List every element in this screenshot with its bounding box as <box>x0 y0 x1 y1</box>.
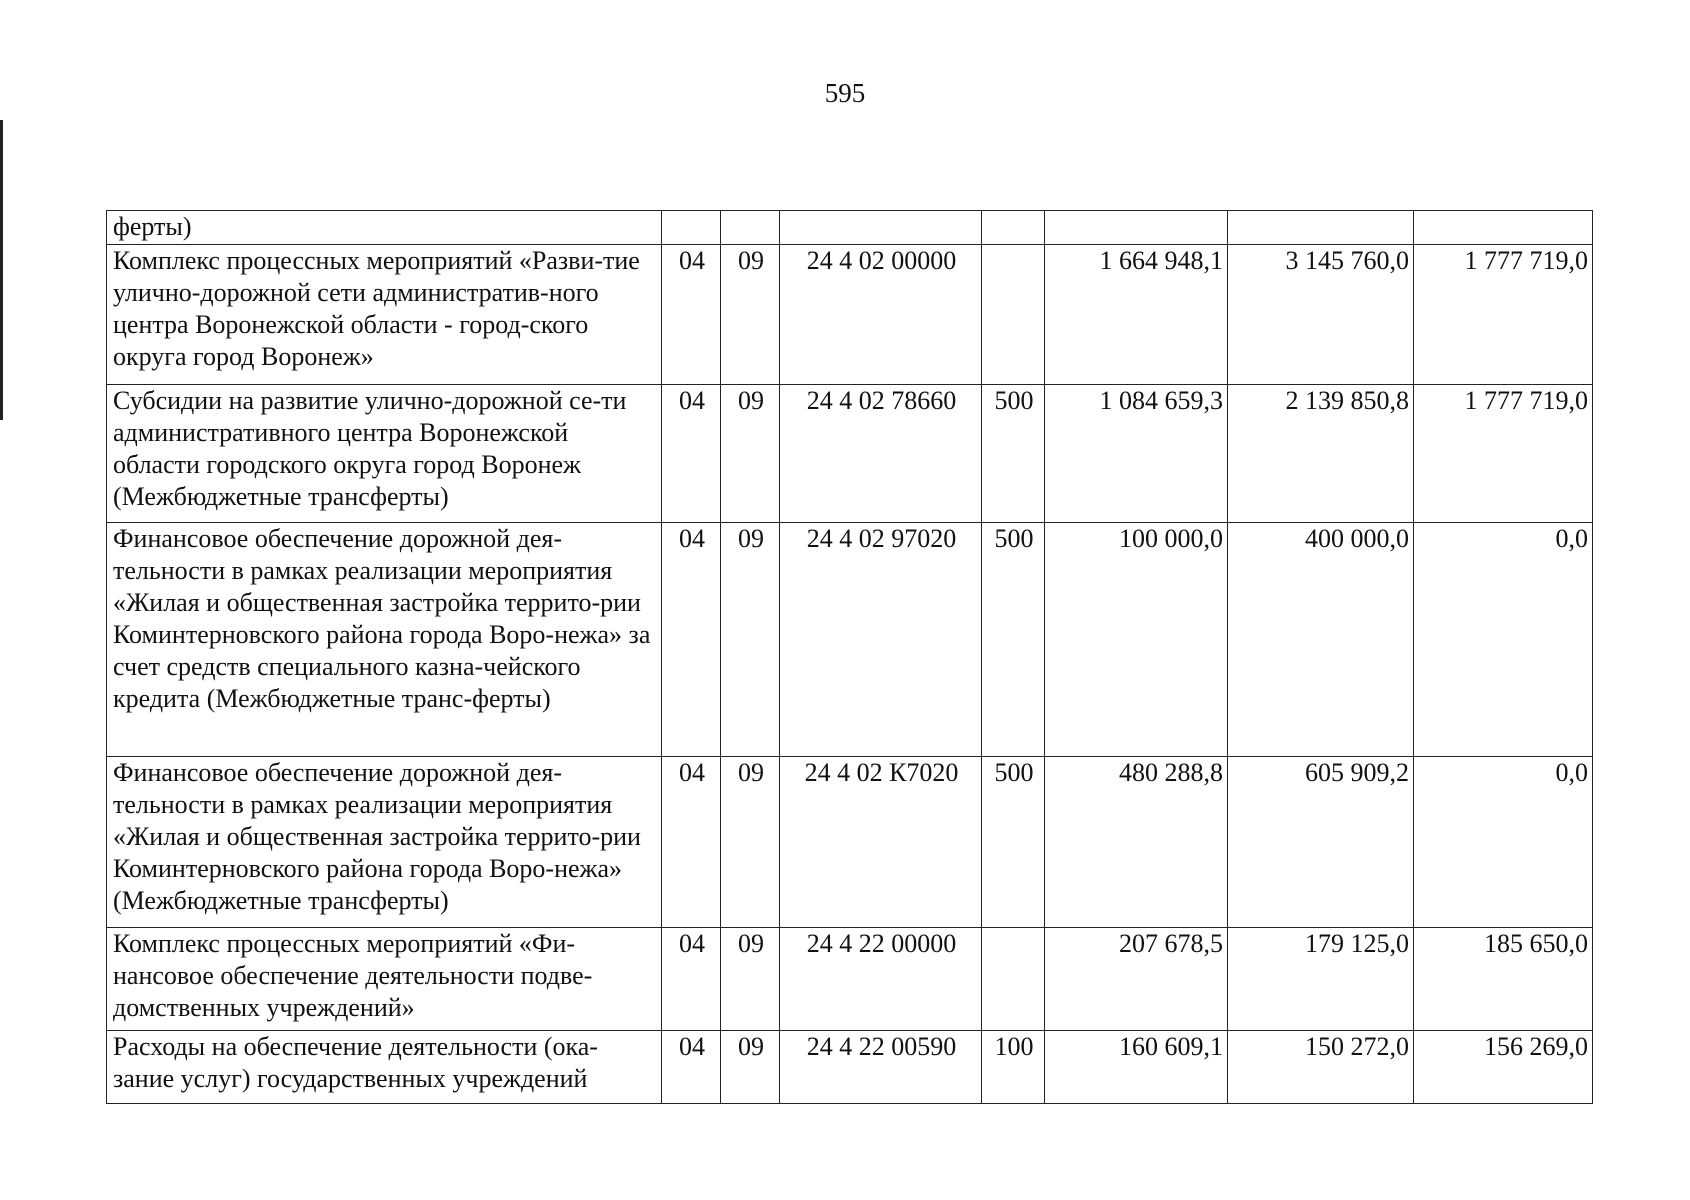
cell-amount-3: 0,0 <box>1414 523 1593 757</box>
cell-section: 04 <box>662 757 721 928</box>
cell-section <box>662 211 721 245</box>
cell-amount-1 <box>1045 211 1228 245</box>
cell-amount-2: 2 139 850,8 <box>1228 385 1414 523</box>
cell-expense-type: 500 <box>982 523 1045 757</box>
cell-subsection: 09 <box>721 385 780 523</box>
cell-amount-3: 1 777 719,0 <box>1414 385 1593 523</box>
cell-subsection: 09 <box>721 757 780 928</box>
cell-target-article: 24 4 22 00590 <box>780 1031 982 1104</box>
cell-amount-2: 150 272,0 <box>1228 1031 1414 1104</box>
cell-target-article: 24 4 02 78660 <box>780 385 982 523</box>
table-row <box>107 1031 1593 1104</box>
cell-name: Субсидии на развитие улично-дорожной се-ти административного центра Воронежской области городского округа город Воронеж (Межбюджетные трансферты) <box>107 385 662 523</box>
cell-amount-1: 207 678,5 <box>1045 928 1228 1031</box>
cell-amount-3: 156 269,0 <box>1414 1031 1593 1104</box>
table-row <box>107 757 1593 928</box>
cell-expense-type <box>982 245 1045 385</box>
cell-section: 04 <box>662 385 721 523</box>
cell-amount-3: 1 777 719,0 <box>1414 245 1593 385</box>
table-row <box>107 211 1593 245</box>
cell-name: Комплекс процессных мероприятий «Фи-нансовое обеспечение деятельности подве-домственных учреждений» <box>107 928 662 1031</box>
cell-section: 04 <box>662 523 721 757</box>
cell-amount-1: 480 288,8 <box>1045 757 1228 928</box>
cell-expense-type: 500 <box>982 385 1045 523</box>
cell-expense-type <box>982 928 1045 1031</box>
cell-target-article: 24 4 22 00000 <box>780 928 982 1031</box>
page-number: 595 <box>824 78 866 108</box>
cell-subsection: 09 <box>721 1031 780 1104</box>
cell-name: Комплекс процессных мероприятий «Разви-тие улично-дорожной сети административ-ного центра Воронежской области - город-ского округа город Воронеж» <box>107 245 662 385</box>
table-row <box>107 928 1593 1031</box>
cell-amount-3: 185 650,0 <box>1414 928 1593 1031</box>
cell-name: Финансовое обеспечение дорожной дея-тельности в рамках реализации мероприятия «Жилая и общественная застройка террито-рии Коминтерновского района города Воро-нежа» за счет средств специального казна-чейского кредита (Межбюджетные транс-ферты) <box>107 523 662 757</box>
cell-target-article: 24 4 02 97020 <box>780 523 982 757</box>
cell-target-article: 24 4 02 К7020 <box>780 757 982 928</box>
cell-subsection: 09 <box>721 523 780 757</box>
table-row <box>107 385 1593 523</box>
cell-amount-2: 179 125,0 <box>1228 928 1414 1031</box>
cell-name: Расходы на обеспечение деятельности (ока-зание услуг) государственных учреждений <box>107 1031 662 1104</box>
cell-name: ферты) <box>107 211 662 245</box>
table-body <box>107 211 1593 1104</box>
cell-subsection: 09 <box>721 928 780 1031</box>
cell-amount-3 <box>1414 211 1593 245</box>
cell-subsection <box>721 211 780 245</box>
cell-amount-3: 0,0 <box>1414 757 1593 928</box>
cell-expense-type: 500 <box>982 757 1045 928</box>
budget-table <box>106 210 1593 1104</box>
cell-section: 04 <box>662 1031 721 1104</box>
cell-section: 04 <box>662 245 721 385</box>
cell-name: Финансовое обеспечение дорожной дея-тельности в рамках реализации мероприятия «Жилая и общественная застройка террито-рии Коминтерновского района города Воро-нежа» (Межбюджетные трансферты) <box>107 757 662 928</box>
table-row <box>107 523 1593 757</box>
cell-target-article: 24 4 02 00000 <box>780 245 982 385</box>
cell-amount-1: 100 000,0 <box>1045 523 1228 757</box>
cell-expense-type <box>982 211 1045 245</box>
scan-edge-mark <box>0 120 3 420</box>
cell-section: 04 <box>662 928 721 1031</box>
cell-target-article <box>780 211 982 245</box>
cell-subsection: 09 <box>721 245 780 385</box>
cell-amount-2: 400 000,0 <box>1228 523 1414 757</box>
cell-amount-2 <box>1228 211 1414 245</box>
cell-amount-1: 1 084 659,3 <box>1045 385 1228 523</box>
cell-amount-1: 1 664 948,1 <box>1045 245 1228 385</box>
cell-expense-type: 100 <box>982 1031 1045 1104</box>
table-row <box>107 245 1593 385</box>
cell-amount-2: 3 145 760,0 <box>1228 245 1414 385</box>
cell-amount-1: 160 609,1 <box>1045 1031 1228 1104</box>
cell-amount-2: 605 909,2 <box>1228 757 1414 928</box>
